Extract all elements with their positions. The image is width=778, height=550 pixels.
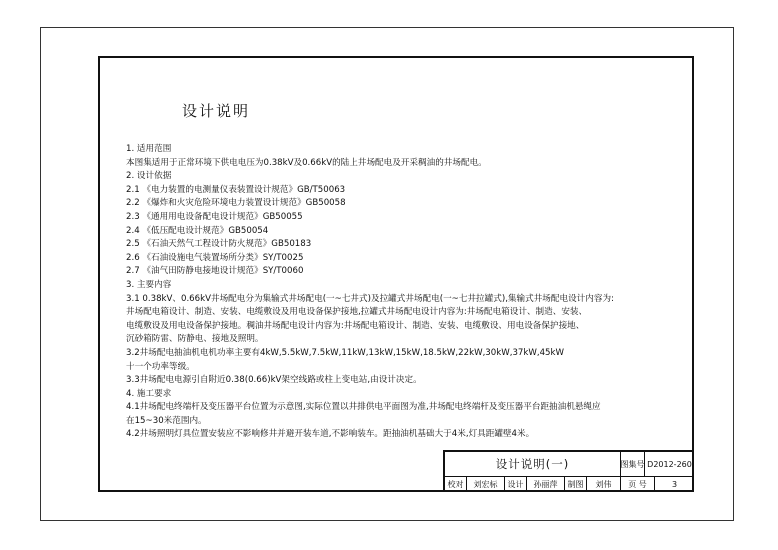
text-line: 2.6 《石油设施电气装置场所分类》SY/T0025 [126, 252, 304, 263]
title-block [443, 450, 694, 492]
page-title: 设计说明 [182, 102, 251, 120]
text-line: 本图集适用于正常环境下供电电压为0.38kV及0.66kV的陆上井场配电及开采稠油的井场配电。 [126, 157, 487, 168]
text-line: 3. 主要内容 [126, 279, 172, 290]
text-line: 2.2 《爆炸和火灾危险环境电力装置设计规范》GB50058 [126, 198, 346, 209]
text-line: 3.3井场配电电源引自附近0.38(0.66)kV架空线路或柱上变电站,由设计决定。 [126, 375, 422, 386]
text-line: 十一个功率等级。 [126, 361, 195, 372]
text-line: 1. 适用范围 [126, 144, 172, 154]
text-line: 电缆敷设及用电设备保护接地。稠油井场配电设计内容为:井场配电箱设计、制造、安装、电缆敷设、用电设备保护接地、 [126, 320, 585, 331]
atlas-no: D2012-260 [647, 459, 692, 469]
text-line: 4.1井场配电终端杆及变压器平台位置为示意图,实际位置以井排供电平面图为准,井场配电终端杆及变压器平台距抽油机悬绳应 [126, 402, 601, 413]
drafter-name: 刘伟 [587, 476, 621, 492]
body-text [126, 143, 686, 442]
text-line: 沉砂箱防雷、防静电、接地及照明。 [126, 334, 264, 345]
designer-name: 孙丽萍 [527, 476, 565, 492]
text-line: 在15~30米范围内。 [126, 415, 207, 426]
text-line: 2.3 《通用用电设备配电设计规范》GB50055 [126, 211, 303, 222]
atlas-no-label: 图集号 [621, 452, 645, 476]
text-line: 3.2井场配电抽油机电机功率主要有4kW,5.5kW,7.5kW,11kW,13kW,15kW,18.5kW,22kW,30kW,37kW,45kW [126, 347, 564, 358]
text-line: 2.5 《石油天然气工程设计防火规范》GB50183 [126, 239, 312, 250]
text-line: 4. 施工要求 [126, 388, 172, 399]
text-line: 2. 设计依据 [126, 171, 172, 182]
page-label: 页 号 [621, 476, 655, 492]
checker-name: 刘宏标 [467, 476, 505, 492]
text-line: 井场配电箱设计、制造、安装、电缆敷设及用电设备保护接地,拉罐式井场配电设计内容为:井场配电箱设计、制造、安装、 [126, 307, 588, 318]
text-line: 2.7 《油气田防静电接地设计规范》SY/T0060 [126, 266, 304, 277]
text-line: 4.2井场照明灯具位置安装应不影响修井并避开装车道,不影响装车。距抽油机基础大于4米,灯具距罐壁4米。 [126, 429, 535, 440]
check-label: 校对 [445, 476, 467, 492]
text-line: 3.1 0.38kV、0.66kV井场配电分为集输式井场配电(一~七井式)及拉罐式井场配电(一~七井拉罐式),集输式井场配电设计内容为: [126, 293, 614, 304]
text-line: 2.1 《电力装置的电测量仪表装置设计规范》GB/T50063 [126, 184, 346, 195]
draw-label: 制图 [565, 476, 587, 492]
design-label: 设计 [505, 476, 527, 492]
page-number: 3 [671, 479, 678, 489]
text-line: 2.4 《低压配电设计规范》GB50054 [126, 225, 269, 236]
drawing-title: 设计说明(一) [445, 452, 621, 476]
